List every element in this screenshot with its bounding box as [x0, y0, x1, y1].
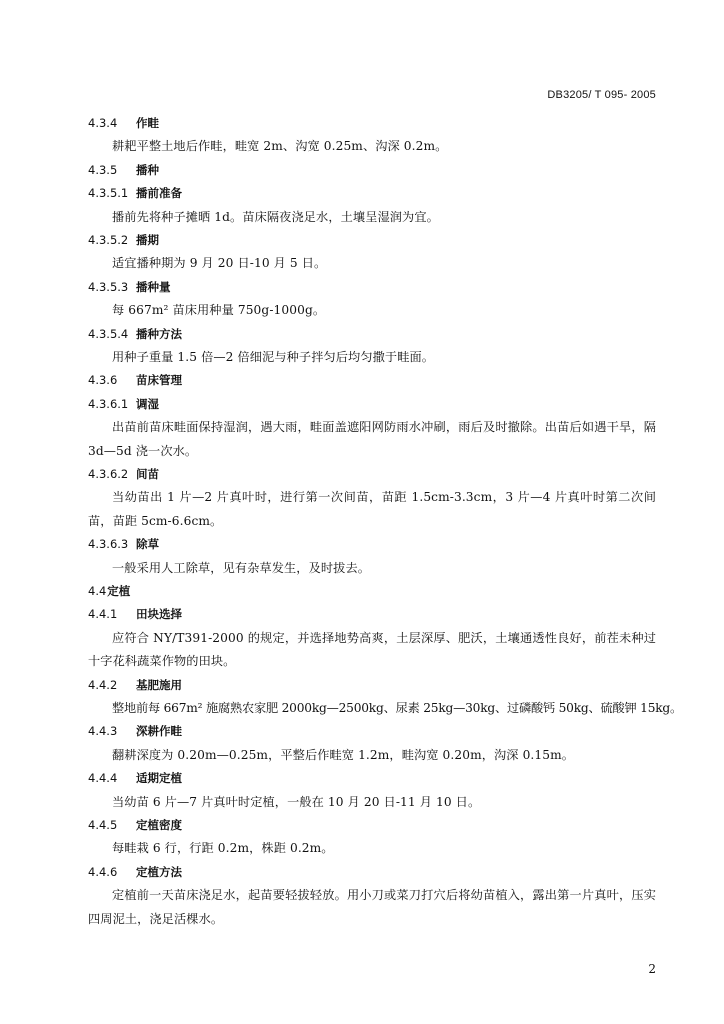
section-title: 定植方法 — [136, 864, 182, 879]
section-heading — [88, 112, 656, 135]
section-title: 播前准备 — [136, 186, 182, 201]
section-text: 整地前每 667m² 施腐熟农家肥 2000kg—2500kg、尿素 25kg—30kg、过磷酸钙 50kg、硫酸钾 15kg。 — [112, 700, 683, 715]
section-number: 4.3.6.2 — [88, 466, 129, 481]
section-number: 4.4 — [88, 583, 107, 598]
section-number: 4.4.1 — [88, 607, 118, 622]
section-number: 4.3.5.1 — [88, 186, 129, 201]
page-number: 2 — [648, 962, 656, 976]
section-text: 播前先将种子摊晒 1d。苗床隔夜浇足水，土壤呈湿润为宜。 — [112, 209, 439, 224]
section-text: 当幼苗出 1 片—2 片真叶时，进行第一次间苗，苗距 1.5cm-3.3cm，3 片—4 片真叶时第二次间苗，苗距 5cm-6.6cm。 — [88, 490, 656, 528]
section-text: 翻耕深度为 0.20m—0.25m，平整后作畦宽 1.2m，畦沟宽 0.20m，沟深 0.15m。 — [112, 747, 575, 762]
section-heading — [88, 720, 656, 743]
section-text: 每 667m² 苗床用种量 750g-1000g。 — [112, 303, 326, 318]
section-number: 4.3.6.3 — [88, 537, 129, 552]
section-text: 耕耙平整土地后作畦，畦宽 2m、沟宽 0.25m、沟深 0.2m。 — [112, 139, 448, 154]
section-title: 播种 — [136, 162, 159, 177]
section-number: 4.4.4 — [88, 771, 118, 786]
section-number: 4.3.4 — [88, 116, 118, 130]
section-heading — [88, 463, 656, 486]
section-heading — [88, 533, 656, 556]
section-title: 适期定植 — [136, 771, 182, 786]
section-text: 定植前一天苗床浇足水，起苗要轻拔轻放。用小刀或菜刀打穴后将幼苗植入，露出第一片真叶，压实四周泥土，浇足活棵水。 — [88, 888, 656, 926]
section-title: 播种方法 — [136, 326, 182, 341]
section-title: 苗床管理 — [136, 373, 182, 388]
document-body — [88, 112, 683, 931]
section-title: 播种量 — [136, 279, 171, 294]
section-heading — [88, 369, 656, 392]
section-text: 出苗前苗床畦面保持湿润，遇大雨，畦面盖遮阳网防雨水冲刷，雨后及时撤除。出苗后如遇干旱，隔 3d—5d 浇一次水。 — [88, 420, 656, 458]
section-number: 4.3.6.1 — [88, 396, 129, 411]
section-heading — [88, 814, 656, 837]
section-text: 当幼苗 6 片—7 片真叶时定植，一般在 10 月 20 日-11 月 10 日。 — [112, 794, 481, 809]
section-text: 每畦栽 6 行，行距 0.2m，株距 0.2m。 — [112, 841, 334, 856]
section-number: 4.3.5 — [88, 162, 118, 177]
section-number: 4.4.6 — [88, 864, 118, 879]
section-title: 间苗 — [136, 466, 159, 481]
section-heading — [88, 861, 656, 884]
section-title: 深耕作畦 — [136, 724, 182, 739]
section-heading — [88, 159, 656, 182]
section-number: 4.3.6 — [88, 373, 118, 388]
document-code: DB3205/ T 095- 2005 — [547, 89, 656, 101]
section-text: 用种子重量 1.5 倍—2 倍细泥与种子拌匀后均匀撒于畦面。 — [112, 349, 435, 364]
section-text: 适宜播种期为 9 月 20 日-10 月 5 日。 — [112, 256, 327, 271]
section-number: 4.3.5.4 — [88, 326, 129, 341]
section-number: 4.3.5.2 — [88, 232, 129, 247]
section-heading — [88, 229, 656, 252]
section-heading — [88, 603, 656, 626]
section-title: 作畦 — [136, 116, 159, 130]
section-number: 4.4.2 — [88, 677, 118, 692]
section-heading — [88, 767, 656, 790]
section-heading — [88, 580, 656, 603]
section-heading — [88, 674, 656, 697]
section-title: 定植密度 — [136, 817, 182, 832]
section-number: 4.4.5 — [88, 817, 118, 832]
section-text: 一般采用人工除草，见有杂草发生，及时拔去。 — [112, 560, 371, 575]
section-heading — [88, 393, 656, 416]
section-title: 定植 — [107, 583, 131, 598]
section-number: 4.4.3 — [88, 724, 118, 739]
section-title: 播期 — [136, 232, 159, 247]
section-heading — [88, 323, 656, 346]
section-number: 4.3.5.3 — [88, 279, 129, 294]
section-title: 除草 — [136, 537, 159, 552]
section-text: 应符合 NY/T391-2000 的规定，并选择地势高爽，土层深厚、肥沃，土壤通透性良好，前茬未种过十字花科蔬菜作物的田块。 — [88, 630, 656, 669]
section-title: 基肥施用 — [136, 677, 182, 692]
section-heading — [88, 276, 656, 299]
section-title: 调湿 — [136, 396, 159, 411]
section-heading — [88, 182, 656, 205]
section-title: 田块选择 — [136, 607, 182, 622]
